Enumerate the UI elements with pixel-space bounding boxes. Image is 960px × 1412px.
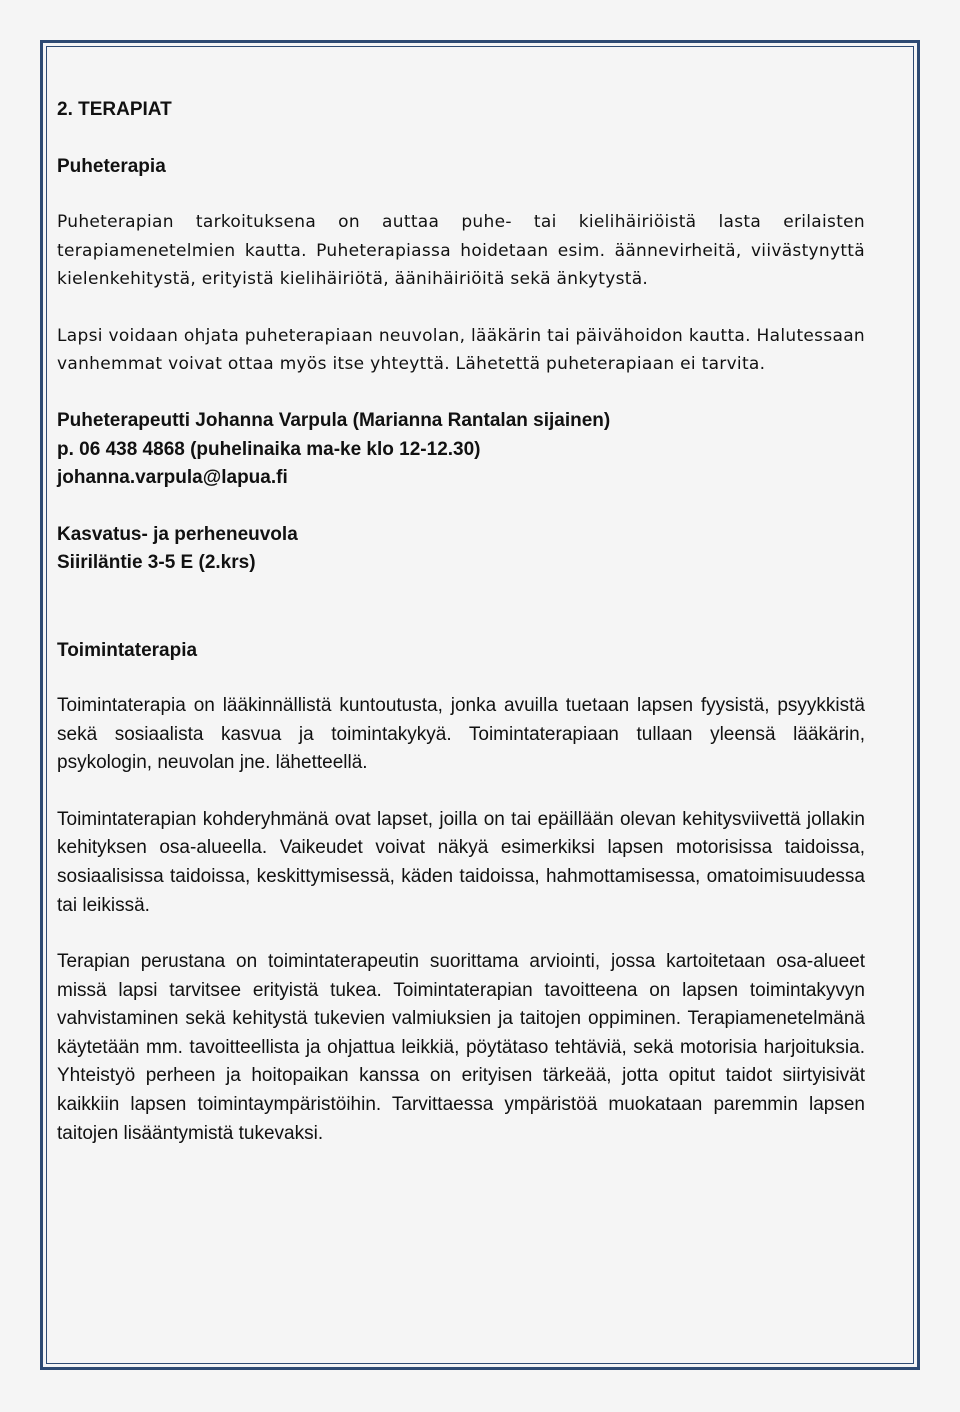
therapist-email: johanna.varpula@lapua.fi: [57, 467, 288, 489]
occupational-therapy-paragraph-2: Toimintaterapian kohderyhmänä ovat lapset, joilla on tai epäillään olevan kehitysviivettä jollakin kehityksen osa-alueella. Vaikeudet voivat näkyä esimerkiksi lapsen motorisissa taidoissa, sosiaalisissa taidoissa, keskittymisessä, käden taidoissa, hahmottamisessa, omatoimisuudessa tai leikissä.: [57, 808, 865, 916]
office-name: Kasvatus- ja perheneuvola: [57, 523, 298, 545]
section-spacer: [57, 606, 865, 635]
document-body: [57, 94, 865, 1176]
occupational-therapy-heading: Toimintaterapia: [57, 639, 198, 661]
speech-therapist-contact: [57, 407, 865, 493]
occupational-therapy-paragraph-3: Terapian perustana on toimintaterapeutin suorittama arviointi, jossa kartoitetaan osa-alueet missä lapsi tarvitsee erityistä tukea. Toimintaterapian tavoitteena on lapsen toimintakyvyn vahvistaminen sekä kehitystä tukevien valmiuksien ja taitojen oppiminen. Terapiamenetelmänä käytetään mm. tavoitteellista ja ohjattua leikkiä, pöytätaso tehtäviä, sekä motorisia harjoituksia. Yhteistyö perheen ja hoitopaikan kanssa on erityisen tärkeää, jotta opitut taidot siirtyisivät kaikkiin lapsen toimintaympäristöihin. Tarvittaessa ympäristöä muokataan paremmin lapsen taitojen lisääntymistä tukevaksi.: [57, 951, 865, 1144]
speech-therapy-paragraph-2: Lapsi voidaan ohjata puheterapiaan neuvolan, lääkärin tai päivähoidon kautta. Halutessaan vanhemmat voivat ottaa myös itse yhteyttä. Lähetettä puheterapiaan ei tarvita.: [57, 325, 865, 375]
therapist-phone: p. 06 438 4868 (puhelinaika ma-ke klo 12-12.30): [57, 438, 481, 460]
speech-therapy-heading: Puheterapia: [57, 156, 166, 177]
speech-therapy-paragraph-1: Puheterapian tarkoituksena on auttaa puhe- tai kielihäiriöistä lasta erilaisten terapiamenetelmien kautta. Puheterapiassa hoidetaan esim. äännevirheitä, viivästynyttä kielenkehitystä, erityistä kielihäiriötä, äänihäiriöitä sekä änkytystä.: [57, 212, 865, 290]
document-title: 2. TERAPIAT: [57, 99, 172, 120]
therapist-name: Puheterapeutti Johanna Varpula (Marianna Rantalan sijainen): [57, 409, 611, 431]
office-address: Siiriläntie 3-5 E (2.krs): [57, 552, 256, 574]
office-location: [57, 521, 865, 578]
occupational-therapy-paragraph-1: Toimintaterapia on lääkinnällistä kuntoutusta, jonka avuilla tuetaan lapsen fyysistä, psyykkistä sekä sosiaalista kasvua ja toimintakykyä. Toimintaterapiaan tullaan yleensä lääkärin, psykologin, neuvolan jne. lähetteellä.: [57, 694, 865, 774]
